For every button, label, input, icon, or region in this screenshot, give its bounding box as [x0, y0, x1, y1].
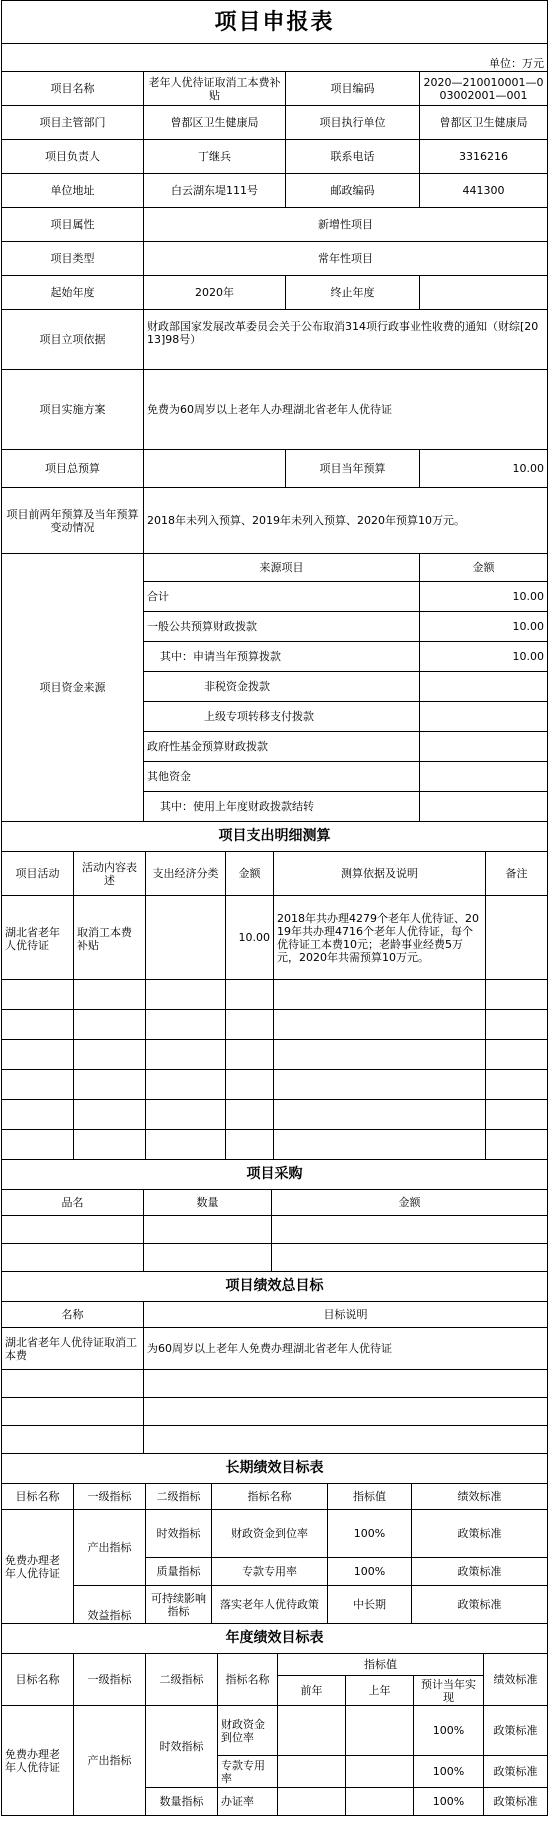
funding-row-name: 政府性基金预算财政拨款 — [144, 732, 420, 762]
long-term-header: 目标名称 — [2, 1484, 74, 1510]
plan-value: 免费为60周岁以上老年人办理湖北省老年人优待证 — [144, 370, 548, 450]
annual-value: 100% — [414, 1706, 484, 1756]
annual-value: 100% — [414, 1756, 484, 1788]
procure-section-title: 项目采购 — [2, 1160, 548, 1190]
annual-indicator: 办证率 — [218, 1788, 278, 1816]
project-code-value: 2020—210010001—003002001—001 — [420, 72, 548, 106]
annual-value: 100% — [414, 1788, 484, 1816]
type-value: 常年性项目 — [144, 242, 548, 276]
funding-row-amount — [420, 672, 548, 702]
start-year-label: 起始年度 — [2, 276, 144, 310]
funding-row-name: 其他资金 — [144, 762, 420, 792]
budget-change-label: 项目前两年预算及当年预算变动情况 — [2, 488, 144, 554]
annual-level2: 数量指标 — [146, 1788, 218, 1816]
annual-standard: 政策标准 — [484, 1756, 548, 1788]
end-year-value — [420, 276, 548, 310]
funding-row-name: 上级专项转移支付拨款 — [144, 702, 420, 732]
goal-row — [2, 1398, 548, 1426]
expense-row — [2, 1130, 548, 1160]
long-term-value: 中长期 — [328, 1586, 412, 1624]
procure-row — [2, 1244, 548, 1272]
long-term-level1-benefit: 效益指标 — [74, 1586, 146, 1624]
goal-header: 名称 — [2, 1302, 144, 1328]
dept-value: 曾都区卫生健康局 — [144, 106, 286, 140]
funding-row-name: 非税资金拨款 — [144, 672, 420, 702]
funding-header-amount: 金额 — [420, 554, 548, 582]
postcode-label: 邮政编码 — [286, 174, 420, 208]
basis-label: 项目立项依据 — [2, 310, 144, 370]
expense-row — [2, 1100, 548, 1130]
goal-header: 目标说明 — [144, 1302, 548, 1328]
funding-row-amount — [420, 762, 548, 792]
long-term-level2: 时效指标 — [146, 1510, 212, 1558]
procure-header: 数量 — [144, 1190, 272, 1216]
expense-row — [2, 896, 548, 980]
phone-label: 联系电话 — [286, 140, 420, 174]
goal-row — [2, 1370, 548, 1398]
expense-header: 测算依据及说明 — [274, 852, 486, 896]
phone-value: 3316216 — [420, 140, 548, 174]
funding-source-table — [1, 553, 548, 822]
funding-header-source: 来源项目 — [144, 554, 420, 582]
type-label: 项目类型 — [2, 242, 144, 276]
long-term-indicator: 专款专用率 — [212, 1558, 328, 1586]
funding-row-amount — [420, 732, 548, 762]
annual-header: 绩效标准 — [484, 1654, 548, 1706]
funding-row-amount: 10.00 — [420, 642, 548, 672]
goal-row — [2, 1426, 548, 1454]
total-budget-label: 项目总预算 — [2, 450, 144, 488]
long-term-header: 绩效标准 — [412, 1484, 548, 1510]
unit-label: 单位：万元 — [2, 44, 548, 72]
annual-section-title: 年度绩效目标表 — [2, 1624, 548, 1654]
long-term-level1-output: 产出指标 — [74, 1510, 146, 1586]
long-term-section-title: 长期绩效目标表 — [2, 1454, 548, 1484]
annual-indicator: 专款专用率 — [218, 1756, 278, 1788]
annual-subheader: 前年 — [278, 1676, 346, 1706]
long-term-header: 指标名称 — [212, 1484, 328, 1510]
annual-level2: 时效指标 — [146, 1706, 218, 1788]
annual-indicator: 财政资金到位率 — [218, 1706, 278, 1756]
long-term-header: 二级指标 — [146, 1484, 212, 1510]
address-label: 单位地址 — [2, 174, 144, 208]
attribute-label: 项目属性 — [2, 208, 144, 242]
long-term-standard: 政策标准 — [412, 1586, 548, 1624]
exec-unit-value: 曾都区卫生健康局 — [420, 106, 548, 140]
leader-value: 丁继兵 — [144, 140, 286, 174]
annual-header: 指标值 — [278, 1654, 484, 1676]
address-value: 白云湖东堤111号 — [144, 174, 286, 208]
postcode-value: 441300 — [420, 174, 548, 208]
expense-row — [2, 1010, 548, 1040]
end-year-label: 终止年度 — [286, 276, 420, 310]
basis-value: 财政部国家发展改革委员会关于公布取消314项行政事业性收费的通知（财综[2013]98号） — [144, 310, 548, 370]
expense-row — [2, 980, 548, 1010]
annual-target: 免费办理老年人优待证 — [2, 1706, 74, 1816]
long-term-value: 100% — [328, 1510, 412, 1558]
expense-header: 金额 — [226, 852, 274, 896]
procure-header: 品名 — [2, 1190, 144, 1216]
funding-row-amount — [420, 702, 548, 732]
annual-standard: 政策标准 — [484, 1706, 548, 1756]
long-term-performance-table — [1, 1453, 548, 1624]
annual-header: 二级指标 — [146, 1654, 218, 1706]
start-year-value: 2020年 — [144, 276, 286, 310]
plan-label: 项目实施方案 — [2, 370, 144, 450]
procurement-table — [1, 1159, 548, 1272]
funding-row-amount: 10.00 — [420, 582, 548, 612]
expense-cell-content: 取消工本费补贴 — [74, 896, 146, 980]
long-term-level2: 可持续影响指标 — [146, 1586, 212, 1624]
funding-row-name: 其中：申请当年预算拨款 — [144, 642, 420, 672]
expense-row — [2, 1040, 548, 1070]
budget-change-value: 2018年未列入预算、2019年未列入预算、2020年预算10万元。 — [144, 488, 548, 554]
exec-unit-label: 项目执行单位 — [286, 106, 420, 140]
funding-row-name: 其中：使用上年度财政拨款结转 — [144, 792, 420, 822]
goal-description: 为60周岁以上老年人免费办理湖北省老年人优待证 — [144, 1328, 548, 1370]
long-term-standard: 政策标准 — [412, 1510, 548, 1558]
annual-standard: 政策标准 — [484, 1788, 548, 1816]
expense-cell-activity: 湖北省老年人优待证 — [2, 896, 74, 980]
expense-cell-basis: 2018年共办理4279个老年人优待证、2019年共办理4716个老年人优待证，每个优待证工本费10元；老龄事业经费5万元，2020年共需预算10万元。 — [274, 896, 486, 980]
current-budget-label: 项目当年预算 — [286, 450, 420, 488]
annual-header: 目标名称 — [2, 1654, 74, 1706]
long-term-level2: 质量指标 — [146, 1558, 212, 1586]
expense-cell-category — [146, 896, 226, 980]
form-title: 项目申报表 — [2, 1, 548, 44]
procure-header: 金额 — [272, 1190, 548, 1216]
expense-header: 活动内容表述 — [74, 852, 146, 896]
long-term-standard: 政策标准 — [412, 1558, 548, 1586]
annual-header: 指标名称 — [218, 1654, 278, 1706]
expense-cell-amount: 10.00 — [226, 896, 274, 980]
expense-header: 项目活动 — [2, 852, 74, 896]
expense-header: 备注 — [486, 852, 548, 896]
long-term-target: 免费办理老年人优待证 — [2, 1510, 74, 1624]
goal-row — [2, 1328, 548, 1370]
funding-source-label: 项目资金来源 — [2, 554, 144, 822]
dept-label: 项目主管部门 — [2, 106, 144, 140]
funding-row-amount — [420, 792, 548, 822]
expense-header: 支出经济分类 — [146, 852, 226, 896]
annual-header: 一级指标 — [74, 1654, 146, 1706]
long-term-indicator: 落实老年人优待政策 — [212, 1586, 328, 1624]
long-term-indicator: 财政资金到位率 — [212, 1510, 328, 1558]
funding-row-amount: 10.00 — [420, 612, 548, 642]
project-code-label: 项目编码 — [286, 72, 420, 106]
expense-row — [2, 1070, 548, 1100]
annual-subheader: 上年 — [346, 1676, 414, 1706]
long-term-header: 指标值 — [328, 1484, 412, 1510]
annual-performance-table — [1, 1623, 548, 1816]
project-name-value: 老年人优待证取消工本费补贴 — [144, 72, 286, 106]
expense-detail-table — [1, 821, 548, 1160]
long-term-header: 一级指标 — [74, 1484, 146, 1510]
leader-label: 项目负责人 — [2, 140, 144, 174]
funding-row-name: 合计 — [144, 582, 420, 612]
current-budget-value: 10.00 — [420, 450, 548, 488]
goal-section-title: 项目绩效总目标 — [2, 1272, 548, 1302]
funding-row-name: 一般公共预算财政拨款 — [144, 612, 420, 642]
expense-section-title: 项目支出明细测算 — [2, 822, 548, 852]
procure-row — [2, 1216, 548, 1244]
annual-level1: 产出指标 — [74, 1706, 146, 1816]
annual-subheader: 预计当年实现 — [414, 1676, 484, 1706]
expense-cell-remark — [486, 896, 548, 980]
long-term-value: 100% — [328, 1558, 412, 1586]
basic-info-table — [1, 0, 548, 554]
goal-name: 湖北省老年人优待证取消工本费 — [2, 1328, 144, 1370]
attribute-value: 新增性项目 — [144, 208, 548, 242]
performance-goal-table — [1, 1271, 548, 1454]
project-name-label: 项目名称 — [2, 72, 144, 106]
total-budget-value — [144, 450, 286, 488]
